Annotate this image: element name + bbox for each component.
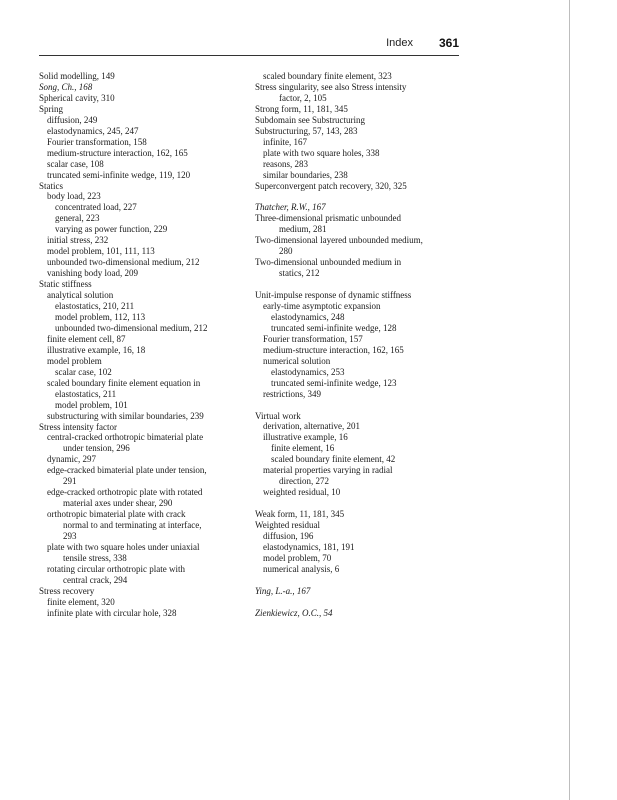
- index-column-right: [255, 71, 481, 619]
- index-entry: Ying, L.-a., 167: [255, 585, 311, 596]
- index-entry: Strong form, 11, 181, 345: [255, 103, 348, 114]
- index-subentry: plate with two square holes, 338: [263, 147, 380, 158]
- index-subentry: central crack, 294: [63, 574, 128, 585]
- index-entry: Stress recovery: [39, 585, 95, 596]
- index-subentry: weighted residual, 10: [263, 487, 341, 498]
- index-subentry: scaled boundary finite element, 42: [271, 454, 396, 465]
- index-entry: Substructuring, 57, 143, 283: [255, 125, 358, 136]
- index-subentry: material axes under shear, 290: [63, 498, 173, 509]
- index-subentry: model problem, 70: [263, 552, 332, 563]
- index-subentry: finite element, 16: [271, 443, 335, 454]
- index-subentry: elastostatics, 210, 211: [55, 301, 135, 312]
- index-subentry: edge-cracked bimaterial plate under tension,: [47, 465, 207, 476]
- index-subentry: 293: [63, 531, 77, 542]
- index-subentry: infinite, 167: [263, 136, 307, 147]
- index-subentry: factor, 2, 105: [279, 92, 327, 103]
- header-rule: [39, 55, 459, 56]
- index-subentry: scalar case, 102: [55, 366, 112, 377]
- index-subentry: finite element cell, 87: [47, 333, 126, 344]
- index-subentry: body load, 223: [47, 191, 101, 202]
- index-entry: Weighted residual: [255, 520, 321, 531]
- index-entry: Zienkiewicz, O.C., 54: [255, 607, 333, 618]
- index-entry: Superconvergent patch recovery, 320, 325: [255, 180, 407, 191]
- index-subentry: medium, 281: [279, 224, 327, 235]
- entry-spacer: [255, 498, 481, 509]
- index-subentry: medium-structure interaction, 162, 165: [47, 147, 188, 158]
- index-subentry: under tension, 296: [63, 443, 130, 454]
- index-entry: Static stiffness: [39, 279, 92, 290]
- index-entry: Spherical cavity, 310: [39, 92, 115, 103]
- index-subentry: elastodynamics, 181, 191: [263, 541, 355, 552]
- index-subentry: scalar case, 108: [47, 158, 104, 169]
- entry-spacer: [255, 279, 481, 290]
- index-subentry: early-time asymptotic expansion: [263, 300, 381, 311]
- index-entry: Virtual work: [255, 410, 301, 421]
- entry-spacer: [255, 575, 481, 586]
- next-page-edge: [569, 0, 617, 800]
- index-subentry: derivation, alternative, 201: [263, 421, 360, 432]
- index-subentry: material properties varying in radial: [263, 465, 393, 476]
- index-subentry: numerical solution: [263, 355, 331, 366]
- index-subentry: illustrative example, 16: [263, 432, 348, 443]
- index-column-left: [39, 71, 265, 619]
- index-subentry: analytical solution: [47, 290, 114, 301]
- index-subentry: plate with two square holes under uniaxial: [47, 541, 200, 552]
- index-subentry: edge-cracked orthotropic plate with rotated: [47, 487, 203, 498]
- index-subentry: diffusion, 196: [263, 530, 314, 541]
- index-subentry: medium-structure interaction, 162, 165: [263, 344, 404, 355]
- index-subentry: model problem, 101: [55, 399, 128, 410]
- index-subentry: 291: [63, 476, 77, 487]
- index-entry: Stress singularity, see also Stress intensity: [255, 81, 407, 92]
- index-subentry: tensile stress, 338: [63, 552, 127, 563]
- index-subentry: unbounded two-dimensional medium, 212: [47, 257, 200, 268]
- index-subentry: scaled boundary finite element, 323: [263, 71, 392, 81]
- index-subentry: restrictions, 349: [263, 388, 321, 399]
- index-entry: Weak form, 11, 181, 345: [255, 509, 345, 520]
- index-subentry: scaled boundary finite element equation in: [47, 377, 201, 388]
- index-entry: Solid modelling, 149: [39, 71, 115, 81]
- index-subentry: normal to and terminating at interface,: [63, 520, 202, 531]
- index-entry: Thatcher, R.W., 167: [255, 202, 326, 213]
- index-subentry: dynamic, 297: [47, 454, 96, 465]
- index-subentry: model problem, 112, 113: [55, 311, 146, 322]
- index-subentry: vanishing body load, 209: [47, 268, 138, 279]
- index-subentry: concentrated load, 227: [55, 202, 137, 213]
- index-subentry: diffusion, 249: [47, 114, 98, 125]
- index-entry: Two-dimensional unbounded medium in: [255, 257, 402, 268]
- section-title: Index: [386, 37, 413, 49]
- index-entry: Three-dimensional prismatic unbounded: [255, 213, 401, 224]
- index-subentry: truncated semi-infinite wedge, 128: [271, 322, 397, 333]
- index-subentry: reasons, 283: [263, 158, 308, 169]
- index-subentry: infinite plate with circular hole, 328: [47, 607, 177, 618]
- index-subentry: elastodynamics, 248: [271, 311, 345, 322]
- index-subentry: 280: [279, 246, 293, 257]
- index-subentry: truncated semi-infinite wedge, 123: [271, 377, 397, 388]
- index-subentry: elastodynamics, 253: [271, 366, 345, 377]
- index-subentry: elastodynamics, 245, 247: [47, 125, 139, 136]
- index-entry: Stress intensity factor: [39, 421, 117, 432]
- index-subentry: finite element, 320: [47, 596, 115, 607]
- index-subentry: general, 223: [55, 213, 100, 224]
- entry-spacer: [255, 400, 481, 411]
- index-subentry: Fourier transformation, 158: [47, 136, 147, 147]
- index-subentry: elastostatics, 211: [55, 388, 117, 399]
- index-entry: Subdomain see Substructuring: [255, 114, 365, 125]
- index-subentry: substructuring with similar boundaries, 239: [47, 410, 204, 421]
- index-subentry: orthotropic bimaterial plate with crack: [47, 509, 186, 520]
- index-subentry: initial stress, 232: [47, 235, 109, 246]
- index-entry: Spring: [39, 103, 64, 114]
- index-entry: Statics: [39, 180, 63, 191]
- page-number: 361: [438, 36, 459, 50]
- index-entry: Unit-impulse response of dynamic stiffness: [255, 290, 412, 301]
- index-entry: Two-dimensional layered unbounded medium,: [255, 235, 423, 246]
- index-subentry: rotating circular orthotropic plate with: [47, 563, 185, 574]
- index-subentry: Fourier transformation, 157: [263, 333, 363, 344]
- index-subentry: statics, 212: [279, 268, 320, 279]
- index-subentry: truncated semi-infinite wedge, 119, 120: [47, 169, 191, 180]
- entry-spacer: [255, 597, 481, 608]
- index-subentry: central-cracked orthotropic bimaterial plate: [47, 432, 204, 443]
- index-subentry: varying as power function, 229: [55, 224, 168, 235]
- index-subentry: direction, 272: [279, 476, 329, 487]
- index-subentry: unbounded two-dimensional medium, 212: [55, 322, 208, 333]
- running-header: [39, 37, 459, 53]
- entry-spacer: [255, 191, 481, 202]
- index-subentry: illustrative example, 16, 18: [47, 344, 146, 355]
- index-subentry: numerical analysis, 6: [263, 563, 340, 574]
- index-subentry: model problem, 101, 111, 113: [47, 246, 155, 257]
- index-subentry: model problem: [47, 355, 102, 366]
- index-entry: Song, Ch., 168: [39, 81, 93, 92]
- index-subentry: similar boundaries, 238: [263, 169, 348, 180]
